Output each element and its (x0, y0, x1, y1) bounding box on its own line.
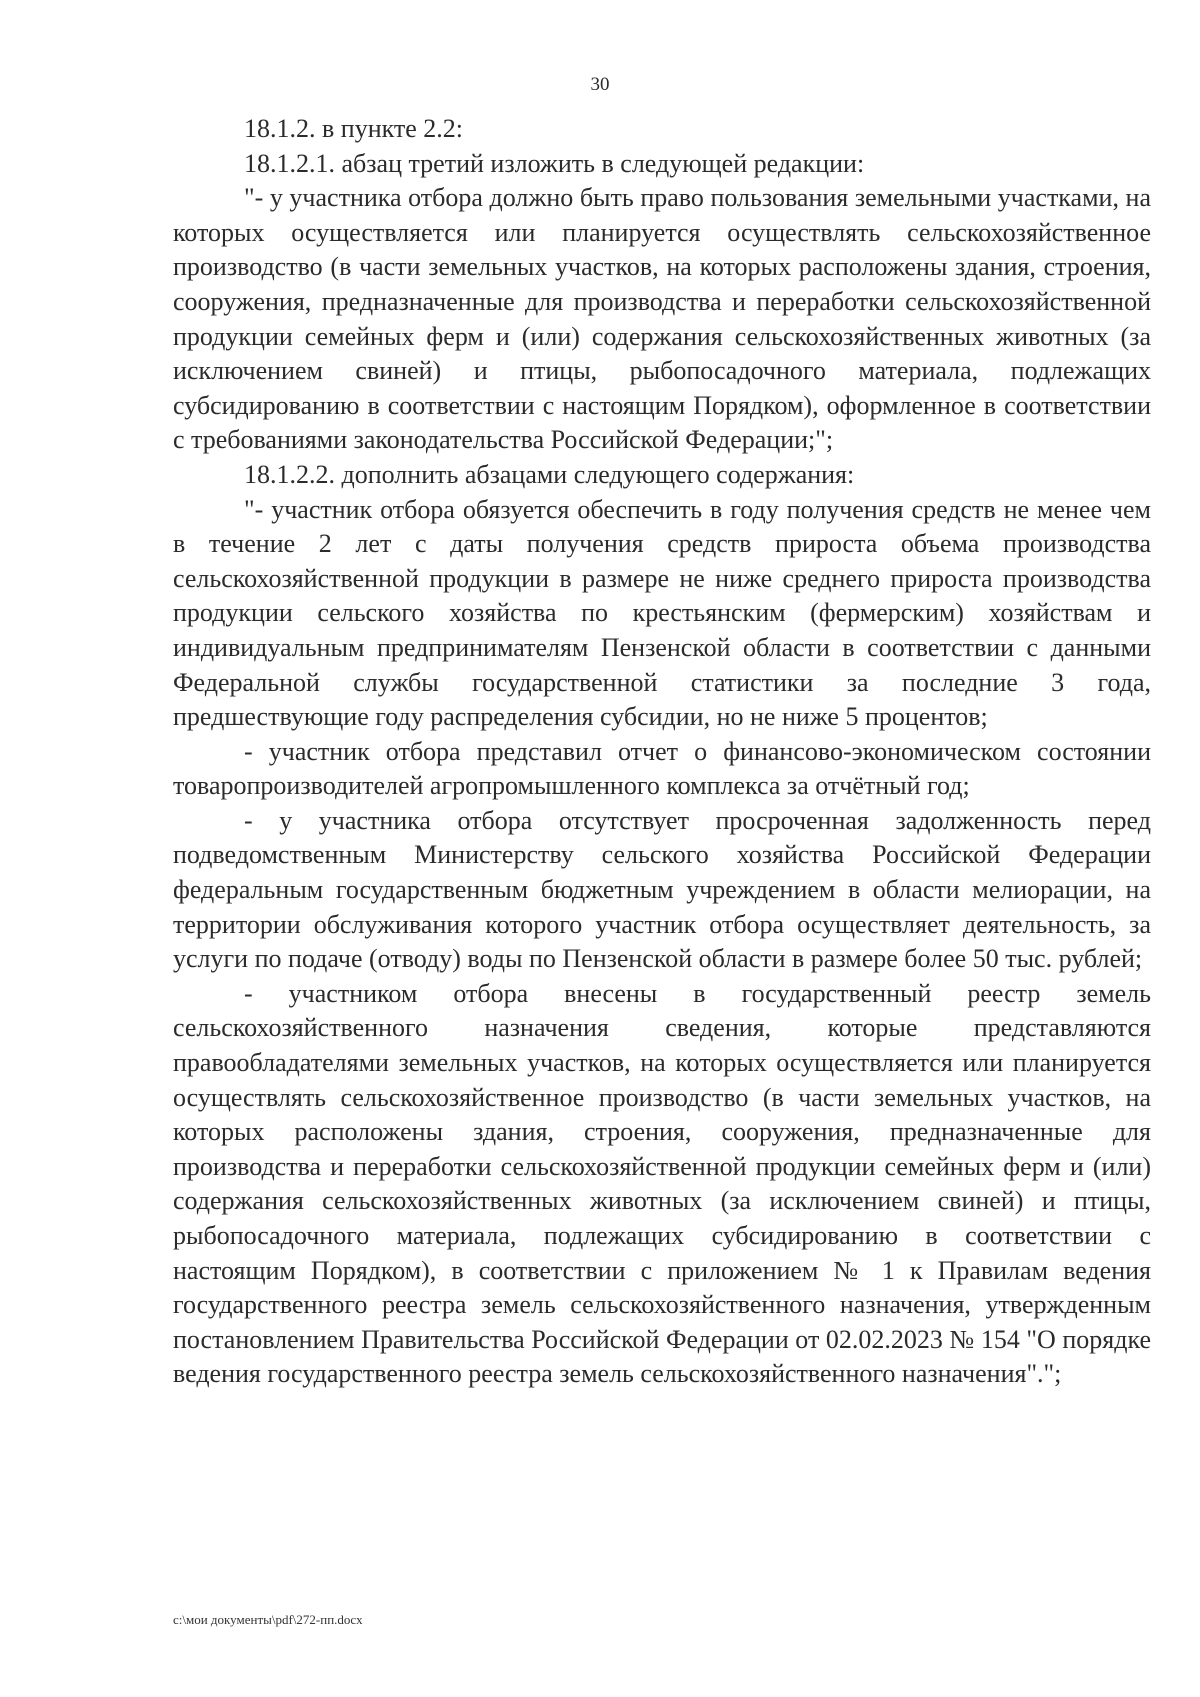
page-number: 30 (590, 74, 610, 95)
paragraph-financial-report: - участник отбора представил отчет о финансово-экономическом состоянии товаропроизводителей агропромышленного комплекса за отчётный год; (173, 736, 1151, 801)
paragraph-18-1-2-2: 18.1.2.2. дополнить абзацами следующего содержания: (244, 459, 855, 489)
paragraph-land-use-right: "- у участника отбора должно быть право пользования земельными участками, на которых осуществляется или планируется осуществлять сельскохозяйственное производство (в части земельных участков, на которых расположены здания, строения, сооружения, предназначенные для производства и переработки сельскохозяйственной продукции семейных ферм и (или) содержания сельскохозяйственных животных (за исключением свиней) и птицы, рыбопосадочного материала, подлежащих субсидированию в соответствии с настоящим Порядком), оформленное в соответствии с требованиями законодательства Российской Федерации;"; (173, 183, 1151, 455)
paragraph-no-overdue-debt: - у участника отбора отсутствует просроченная задолженность перед подведомственным Министерству сельского хозяйства Российской Федерации федеральным государственным бюджетным учреждением в области мелиорации, на территории обслуживания которого участник отбора осуществляет деятельность, за услуги по подаче (отводу) воды по Пензенской области в размере более 50 тыс. рублей; (173, 805, 1151, 974)
footer-file-path: c:\мои документы\pdf\272-пп.docx (173, 1612, 363, 1627)
paragraph-18-1-2: 18.1.2. в пункте 2.2: (244, 114, 464, 143)
paragraph-land-registry: - участником отбора внесены в государственный реестр земель сельскохозяйственного назначения сведения, которые представляются правообладателями земельных участков, на которых осуществляется или планируется осуществлять сельскохозяйственное производство (в части земельных участков, на которых расположены здания, строения, сооружения, предназначенные для производства и переработки сельскохозяйственной продукции семейных ферм и (или) содержания сельскохозяйственных животных (за исключением свиней) и птицы, рыбопосадочного материала, подлежащих субсидированию в соответствии с настоящим Порядком), в соответствии с приложением № 1 к Правилам ведения государственного реестра земель сельскохозяйственного назначения, утвержденным постановлением Правительства Российской Федерации от 02.02.2023 № 154 "О порядке ведения государственного реестра земель сельскохозяйственного назначения"."; (173, 978, 1151, 1389)
paragraph-production-growth: "- участник отбора обязуется обеспечить в году получения средств не менее чем в течение 2 лет с даты получения средств прироста объема производства сельскохозяйственной продукции в размере не ниже среднего прироста производства продукции сельского хозяйства по крестьянским (фермерским) хозяйствам и индивидуальным предпринимателям Пензенской области в соответствии с данными Федеральной службы государственной статистики за последние 3 года, предшествующие году распределения субсидии, но не ниже 5 процентов; (173, 494, 1151, 732)
document-body (173, 112, 1151, 1392)
paragraph-18-1-2-1: 18.1.2.1. абзац третий изложить в следующей редакции: (244, 148, 865, 178)
